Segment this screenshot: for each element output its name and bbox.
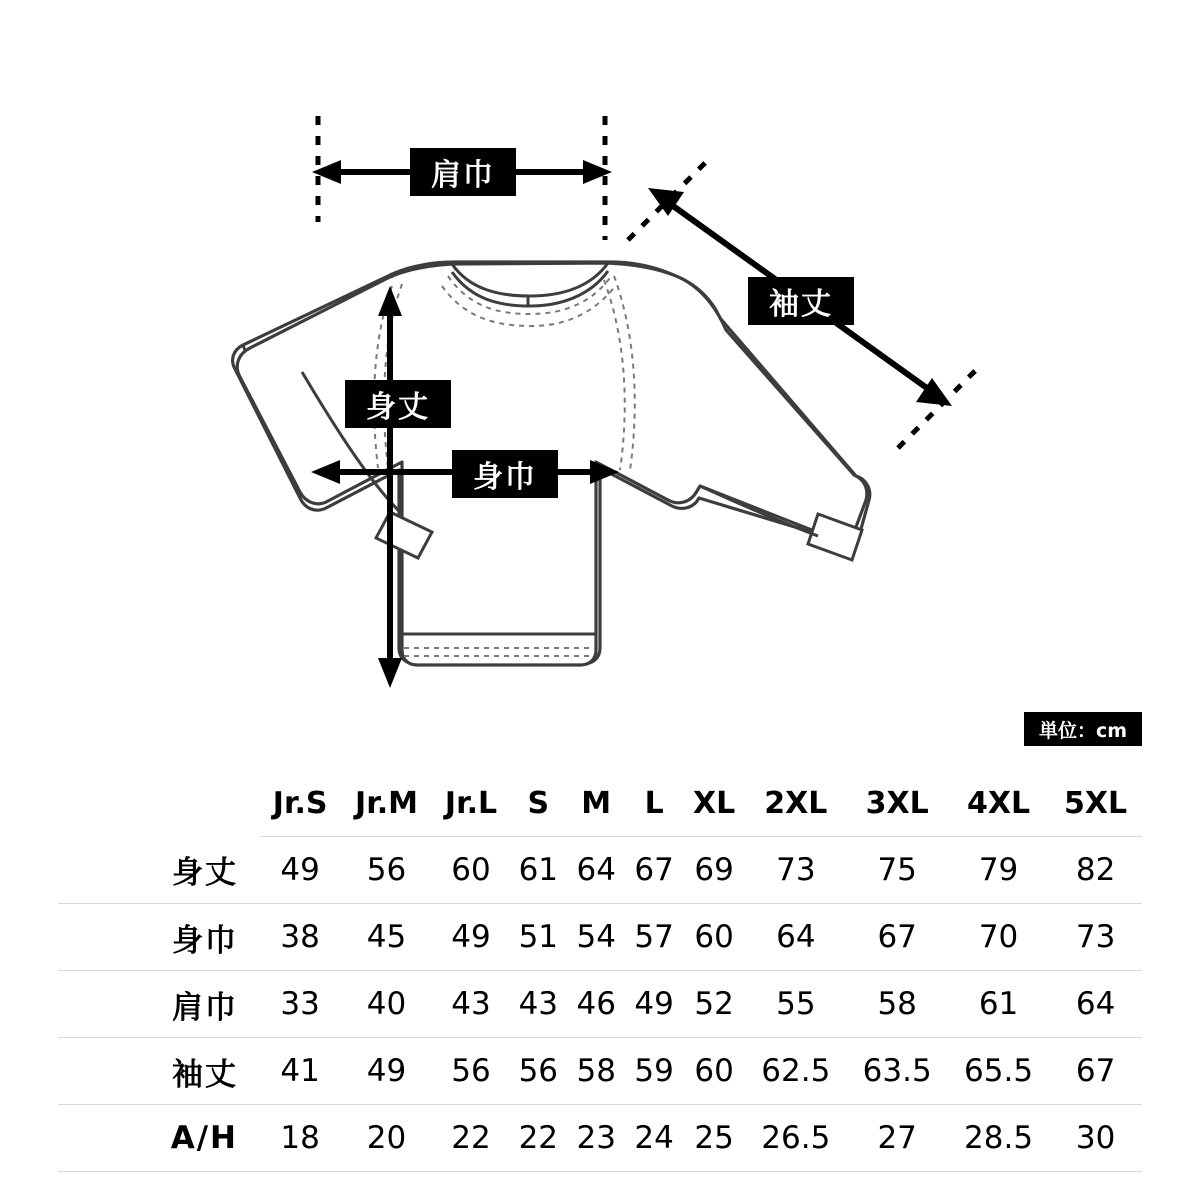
measurement-cell: 24	[625, 1105, 683, 1172]
label-unit: 単位：cm	[1024, 712, 1142, 746]
measurement-cell: 54	[567, 904, 625, 971]
measurement-cell: 22	[509, 1105, 567, 1172]
measurement-cell: 41	[260, 1038, 340, 1105]
arrowhead-right	[583, 160, 612, 184]
column-header-s: S	[509, 770, 567, 837]
table-row	[58, 904, 1142, 971]
measurement-cell: 67	[847, 904, 948, 971]
measurement-cell: 56	[509, 1038, 567, 1105]
measurement-cell: 22	[433, 1105, 510, 1172]
measurement-cell: 64	[745, 904, 846, 971]
column-header-jrl: Jr.L	[433, 770, 510, 837]
measurement-cell: 70	[948, 904, 1049, 971]
size-chart-head	[58, 770, 1142, 837]
measurement-cell: 46	[567, 971, 625, 1038]
column-header-5xl: 5XL	[1049, 770, 1142, 837]
measurement-cell: 82	[1049, 837, 1142, 904]
measurement-cell: 63.5	[847, 1038, 948, 1105]
measurement-cell: 67	[1049, 1038, 1142, 1105]
column-header-l: L	[625, 770, 683, 837]
measurement-cell: 61	[509, 837, 567, 904]
measurement-cell: 27	[847, 1105, 948, 1172]
measurement-cell: 69	[683, 837, 745, 904]
measurement-cell: 55	[745, 971, 846, 1038]
measurement-cell: 49	[340, 1038, 432, 1105]
measurement-cell: 18	[260, 1105, 340, 1172]
size-chart-body	[58, 837, 1142, 1172]
measurement-cell: 60	[683, 904, 745, 971]
measurement-cell: 26.5	[745, 1105, 846, 1172]
column-header-xl: XL	[683, 770, 745, 837]
measurement-cell: 60	[683, 1038, 745, 1105]
measurement-cell: 61	[948, 971, 1049, 1038]
table-row	[58, 1105, 1142, 1172]
table-row	[58, 837, 1142, 904]
row-header: 身巾	[58, 904, 260, 971]
measurement-cell: 75	[847, 837, 948, 904]
measurement-cell: 62.5	[745, 1038, 846, 1105]
measurement-cell: 73	[1049, 904, 1142, 971]
measurement-cell: 64	[567, 837, 625, 904]
measurement-cell: 20	[340, 1105, 432, 1172]
label-shoulder-width: 肩巾	[410, 148, 516, 196]
column-header-jrs: Jr.S	[260, 770, 340, 837]
measurement-cell: 38	[260, 904, 340, 971]
measurement-cell: 43	[509, 971, 567, 1038]
measurement-cell: 57	[625, 904, 683, 971]
label-body-length: 身丈	[345, 380, 451, 428]
label-sleeve-length: 袖丈	[748, 277, 854, 325]
measurement-cell: 49	[433, 904, 510, 971]
measurement-cell: 23	[567, 1105, 625, 1172]
measurement-cell: 40	[340, 971, 432, 1038]
measurement-cell: 51	[509, 904, 567, 971]
measurement-cell: 58	[567, 1038, 625, 1105]
arrowhead-down	[378, 658, 402, 688]
measurement-cell: 58	[847, 971, 948, 1038]
row-header: 肩巾	[58, 971, 260, 1038]
row-header: A/H	[58, 1105, 260, 1172]
measurement-cell: 73	[745, 837, 846, 904]
measurement-cell: 25	[683, 1105, 745, 1172]
measurement-cell: 56	[433, 1038, 510, 1105]
measurement-cell: 79	[948, 837, 1049, 904]
measurement-cell: 56	[340, 837, 432, 904]
measurement-cell: 52	[683, 971, 745, 1038]
measurement-cell: 33	[260, 971, 340, 1038]
measurement-cell: 67	[625, 837, 683, 904]
column-header-m: M	[567, 770, 625, 837]
column-header-2xl: 2XL	[745, 770, 846, 837]
row-header: 袖丈	[58, 1038, 260, 1105]
measurement-cell: 64	[1049, 971, 1142, 1038]
measurement-cell: 45	[340, 904, 432, 971]
corner-cell	[58, 770, 260, 837]
table-header-row	[58, 770, 1142, 837]
measurement-cell: 28.5	[948, 1105, 1049, 1172]
column-header-3xl: 3XL	[847, 770, 948, 837]
measurement-cell: 49	[260, 837, 340, 904]
measurement-cell: 30	[1049, 1105, 1142, 1172]
measurement-cell: 59	[625, 1038, 683, 1105]
table-row	[58, 1038, 1142, 1105]
column-header-4xl: 4XL	[948, 770, 1049, 837]
measurement-cell: 60	[433, 837, 510, 904]
column-header-jrm: Jr.M	[340, 770, 432, 837]
row-header: 身丈	[58, 837, 260, 904]
size-chart-table	[58, 770, 1142, 1172]
measurement-cell: 43	[433, 971, 510, 1038]
label-body-width: 身巾	[452, 450, 558, 498]
measurement-cell: 65.5	[948, 1038, 1049, 1105]
measurement-cell: 49	[625, 971, 683, 1038]
table-row	[58, 971, 1142, 1038]
